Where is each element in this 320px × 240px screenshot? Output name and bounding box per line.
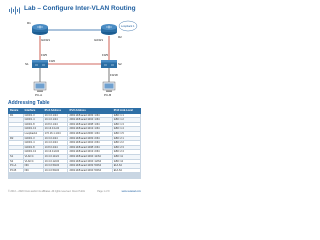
table-cell: 2001:db8:acad:1008::2/64 xyxy=(68,145,112,150)
table-row xyxy=(9,154,141,159)
column-header: IPv6 Address xyxy=(68,109,112,114)
pc-a-icon xyxy=(34,82,46,92)
footer-copyright: © 2013 – 2020 Cisco and/or its affiliates. All rights reserved. Cisco Public xyxy=(8,190,86,193)
column-header: Interface xyxy=(23,109,43,114)
table-cell: 2001:db8:acad:1004::11/64 xyxy=(68,154,112,159)
table-cell: EUI-64 xyxy=(112,164,140,169)
table-cell: 2001:db8:acad:1013::1/64 xyxy=(68,127,112,132)
table-row xyxy=(9,118,141,123)
table-cell: 10.3.0.2/24 xyxy=(43,136,68,141)
table-row xyxy=(9,141,141,146)
router-r2-icon xyxy=(101,24,117,35)
table-row xyxy=(9,159,141,164)
table-row xyxy=(9,127,141,132)
switch-s2-icon xyxy=(101,60,117,68)
table-cell: 10.4.0.12/24 xyxy=(43,159,68,164)
table-cell: G0/0/1.4 xyxy=(23,118,43,123)
table-cell: 2001:db8:acad:1013::2/64 xyxy=(68,150,112,155)
table-cell: 10.3.0.50/24 xyxy=(43,164,68,169)
label-s2-port-f018: F0/18 xyxy=(110,73,118,77)
table-cell: 2001:db8:acad:1004::2/64 xyxy=(68,141,112,146)
table-cell: 10.4.0.1/24 xyxy=(43,118,68,123)
label-r2-port: G0/0/1 xyxy=(94,38,104,42)
label-s1: S1 xyxy=(25,62,29,66)
column-header: IPv6 Link-Local xyxy=(112,109,140,114)
page-footer xyxy=(8,190,141,193)
table-row xyxy=(9,164,141,169)
table-cell: fe80::1:4 xyxy=(112,127,140,132)
footer-website-link[interactable]: www.netacad.com xyxy=(121,190,141,193)
table-cell: 2001:db8:acad:1003::2/64 xyxy=(68,136,112,141)
addressing-table xyxy=(8,108,141,179)
label-s1-port-f05: F0/5 xyxy=(41,53,48,57)
table-row xyxy=(9,113,141,118)
table-cell: S1 xyxy=(9,154,24,159)
table-row xyxy=(9,136,141,141)
label-pc-a: PC-A xyxy=(35,93,43,97)
label-r2: R2 xyxy=(118,35,122,39)
table-cell: G0/0/1.3 xyxy=(23,136,43,141)
table-cell: PC-B xyxy=(9,168,24,173)
router-r1-icon xyxy=(32,24,48,35)
table-header-row xyxy=(9,109,141,114)
table-cell: 172.16.1.1/24 xyxy=(43,131,68,136)
table-cell: fe80::1:3 xyxy=(112,122,140,127)
table-cell: fe80::12 xyxy=(112,159,140,164)
column-header: IPv4 Address xyxy=(43,109,68,114)
table-cell: fe80::11 xyxy=(112,154,140,159)
table-cell: fe80::2:2 xyxy=(112,141,140,146)
label-loopback: Loopback 1 xyxy=(121,25,135,28)
table-row xyxy=(9,178,141,179)
label-s2-port-f05: F0/5 xyxy=(102,53,109,57)
table-cell: 2001:db8:acad:1004::12/64 xyxy=(68,159,112,164)
label-s2: S2 xyxy=(118,62,122,66)
table-cell xyxy=(43,178,68,179)
table-cell: Loopback1 xyxy=(23,131,43,136)
table-cell: 10.4.0.11/24 xyxy=(43,154,68,159)
table-cell: VLAN 4 xyxy=(23,154,43,159)
label-s1-port-f06: F0/6 xyxy=(49,59,56,63)
table-cell: fe80::2:3 xyxy=(112,145,140,150)
table-cell: 10.13.0.2/24 xyxy=(43,150,68,155)
page-title: Lab – Configure Inter-VLAN Routing xyxy=(24,5,136,12)
table-cell: G0/0/1.8 xyxy=(23,145,43,150)
table-cell: NIC xyxy=(23,164,43,169)
table-cell xyxy=(68,178,112,179)
table-cell: fe80::1:1 xyxy=(112,113,140,118)
table-cell: S2 xyxy=(9,159,24,164)
table-row xyxy=(9,168,141,173)
table-cell: fe80::1:2 xyxy=(112,118,140,123)
table-cell: G0/0/1.13 xyxy=(23,150,43,155)
table-cell: 10.4.0.2/24 xyxy=(43,141,68,146)
table-cell: 10.4.0.50/24 xyxy=(43,168,68,173)
section-title: Addressing Table xyxy=(8,100,50,106)
table-cell: G0/0/1.13 xyxy=(23,127,43,132)
table-cell: 2001:db8:acad:1004::50/64 xyxy=(68,168,112,173)
table-cell: R1 xyxy=(9,113,24,118)
table-cell: G0/0/1.4 xyxy=(23,141,43,146)
pc-b-icon xyxy=(103,82,115,92)
switch-s1-icon xyxy=(32,60,48,68)
cisco-logo xyxy=(8,6,22,15)
table-cell: 10.8.0.1/24 xyxy=(43,122,68,127)
table-cell: 10.3.0.1/24 xyxy=(43,113,68,118)
table-row xyxy=(9,131,141,136)
table-cell: 2001:db8:acad:1003::50/64 xyxy=(68,164,112,169)
table-cell: 2001:db8:acad:1008::1/64 xyxy=(68,122,112,127)
table-row xyxy=(9,150,141,155)
footer-page-number: Page 1 of 9 xyxy=(97,190,110,193)
table-cell xyxy=(112,178,140,179)
table-body xyxy=(9,113,141,179)
table-cell xyxy=(9,178,24,179)
column-header: Device xyxy=(9,109,24,114)
label-r1: R1 xyxy=(27,21,31,25)
topology-diagram xyxy=(8,16,141,98)
table-cell: NIC xyxy=(23,168,43,173)
table-cell: EUI-64 xyxy=(112,168,140,173)
table-cell: VLAN 4 xyxy=(23,159,43,164)
table-cell: fe80::2:4 xyxy=(112,150,140,155)
table-cell: PC-A xyxy=(9,164,24,169)
table-cell: 2001:db8:acad:2000::1/64 xyxy=(68,131,112,136)
label-pc-b: PC-B xyxy=(104,93,112,97)
table-cell: 10.8.0.2/24 xyxy=(43,145,68,150)
table-cell: R2 xyxy=(9,136,24,141)
document-page xyxy=(0,0,149,198)
table-cell: 10.13.0.1/24 xyxy=(43,127,68,132)
table-cell: G0/0/1.8 xyxy=(23,122,43,127)
table-cell: 2001:db8:acad:1004::1/64 xyxy=(68,118,112,123)
label-r1-port: G0/0/1 xyxy=(41,38,51,42)
table-cell xyxy=(23,178,43,179)
table-cell: fe80::1:5 xyxy=(112,131,140,136)
table-cell: fe80::2:1 xyxy=(112,136,140,141)
table-cell: G0/0/1.3 xyxy=(23,113,43,118)
table-cell: 2001:db8:acad:1003::1/64 xyxy=(68,113,112,118)
